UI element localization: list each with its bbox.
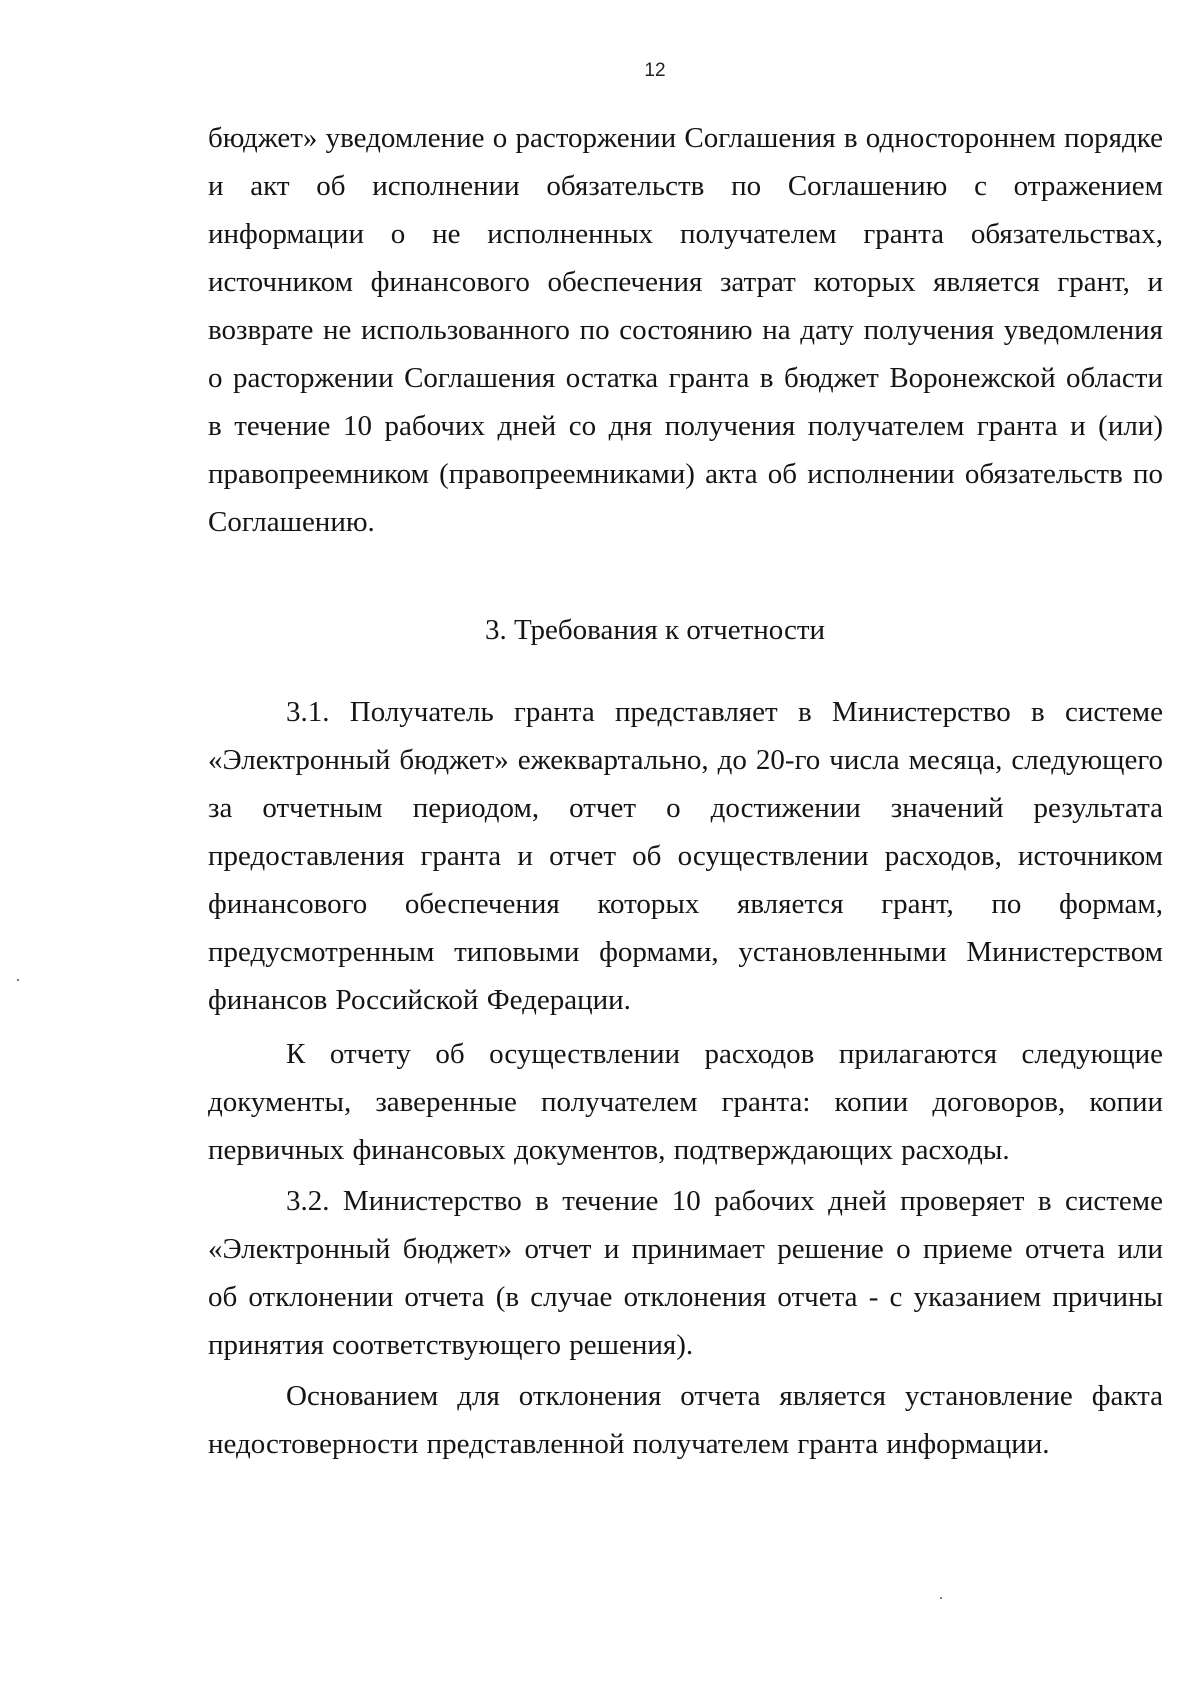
paragraph-grounds: Основанием для отклонения отчета является установление факта недостоверности представленной получателем гранта информации. [208, 1380, 1163, 1460]
scan-speck [17, 979, 19, 981]
scan-speck [940, 1597, 942, 1599]
paragraph-3-1: 3.1. Получатель гранта представляет в Министерство в системе «Электронный бюджет» ежеквартально, до 20-го числа месяца, следующего за отчетным периодом, отчет о достижении значений результата предоставления гранта и отчет об осуществлении расходов, источником финансового обеспечения которых является грант, по формам, предусмотренным типовыми формами, установленными Министерством финансов Российской Федерации. [208, 696, 1163, 1016]
paragraph-3-2: 3.2. Министерство в течение 10 рабочих дней проверяет в системе «Электронный бюджет» отчет и принимает решение о приеме отчета или об отклонении отчета (в случае отклонения отчета - с указанием причины принятия соответствующего решения). [208, 1185, 1163, 1361]
paragraph-attachments: К отчету об осуществлении расходов прилагаются следующие документы, заверенные получателем гранта: копии договоров, копии первичных финансовых документов, подтверждающих расходы. [208, 1038, 1163, 1166]
section-heading: 3. Требования к отчетности [484, 614, 826, 646]
paragraph-continuation: бюджет» уведомление о расторжении Соглашения в одностороннем порядке и акт об исполнении обязательств по Соглашению с отражением информации о не исполненных получателем гранта обязательствах, источником финансового обеспечения затрат которых является грант, и возврате не использованного по состоянию на дату получения уведомления о расторжении Соглашения остатка гранта в бюджет Воронежской области в течение 10 рабочих дней со дня получения получателем гранта и (или) правопреемником (правопреемниками) акта об исполнении обязательств по Соглашению. [208, 122, 1163, 538]
page-number: 12 [644, 60, 666, 81]
